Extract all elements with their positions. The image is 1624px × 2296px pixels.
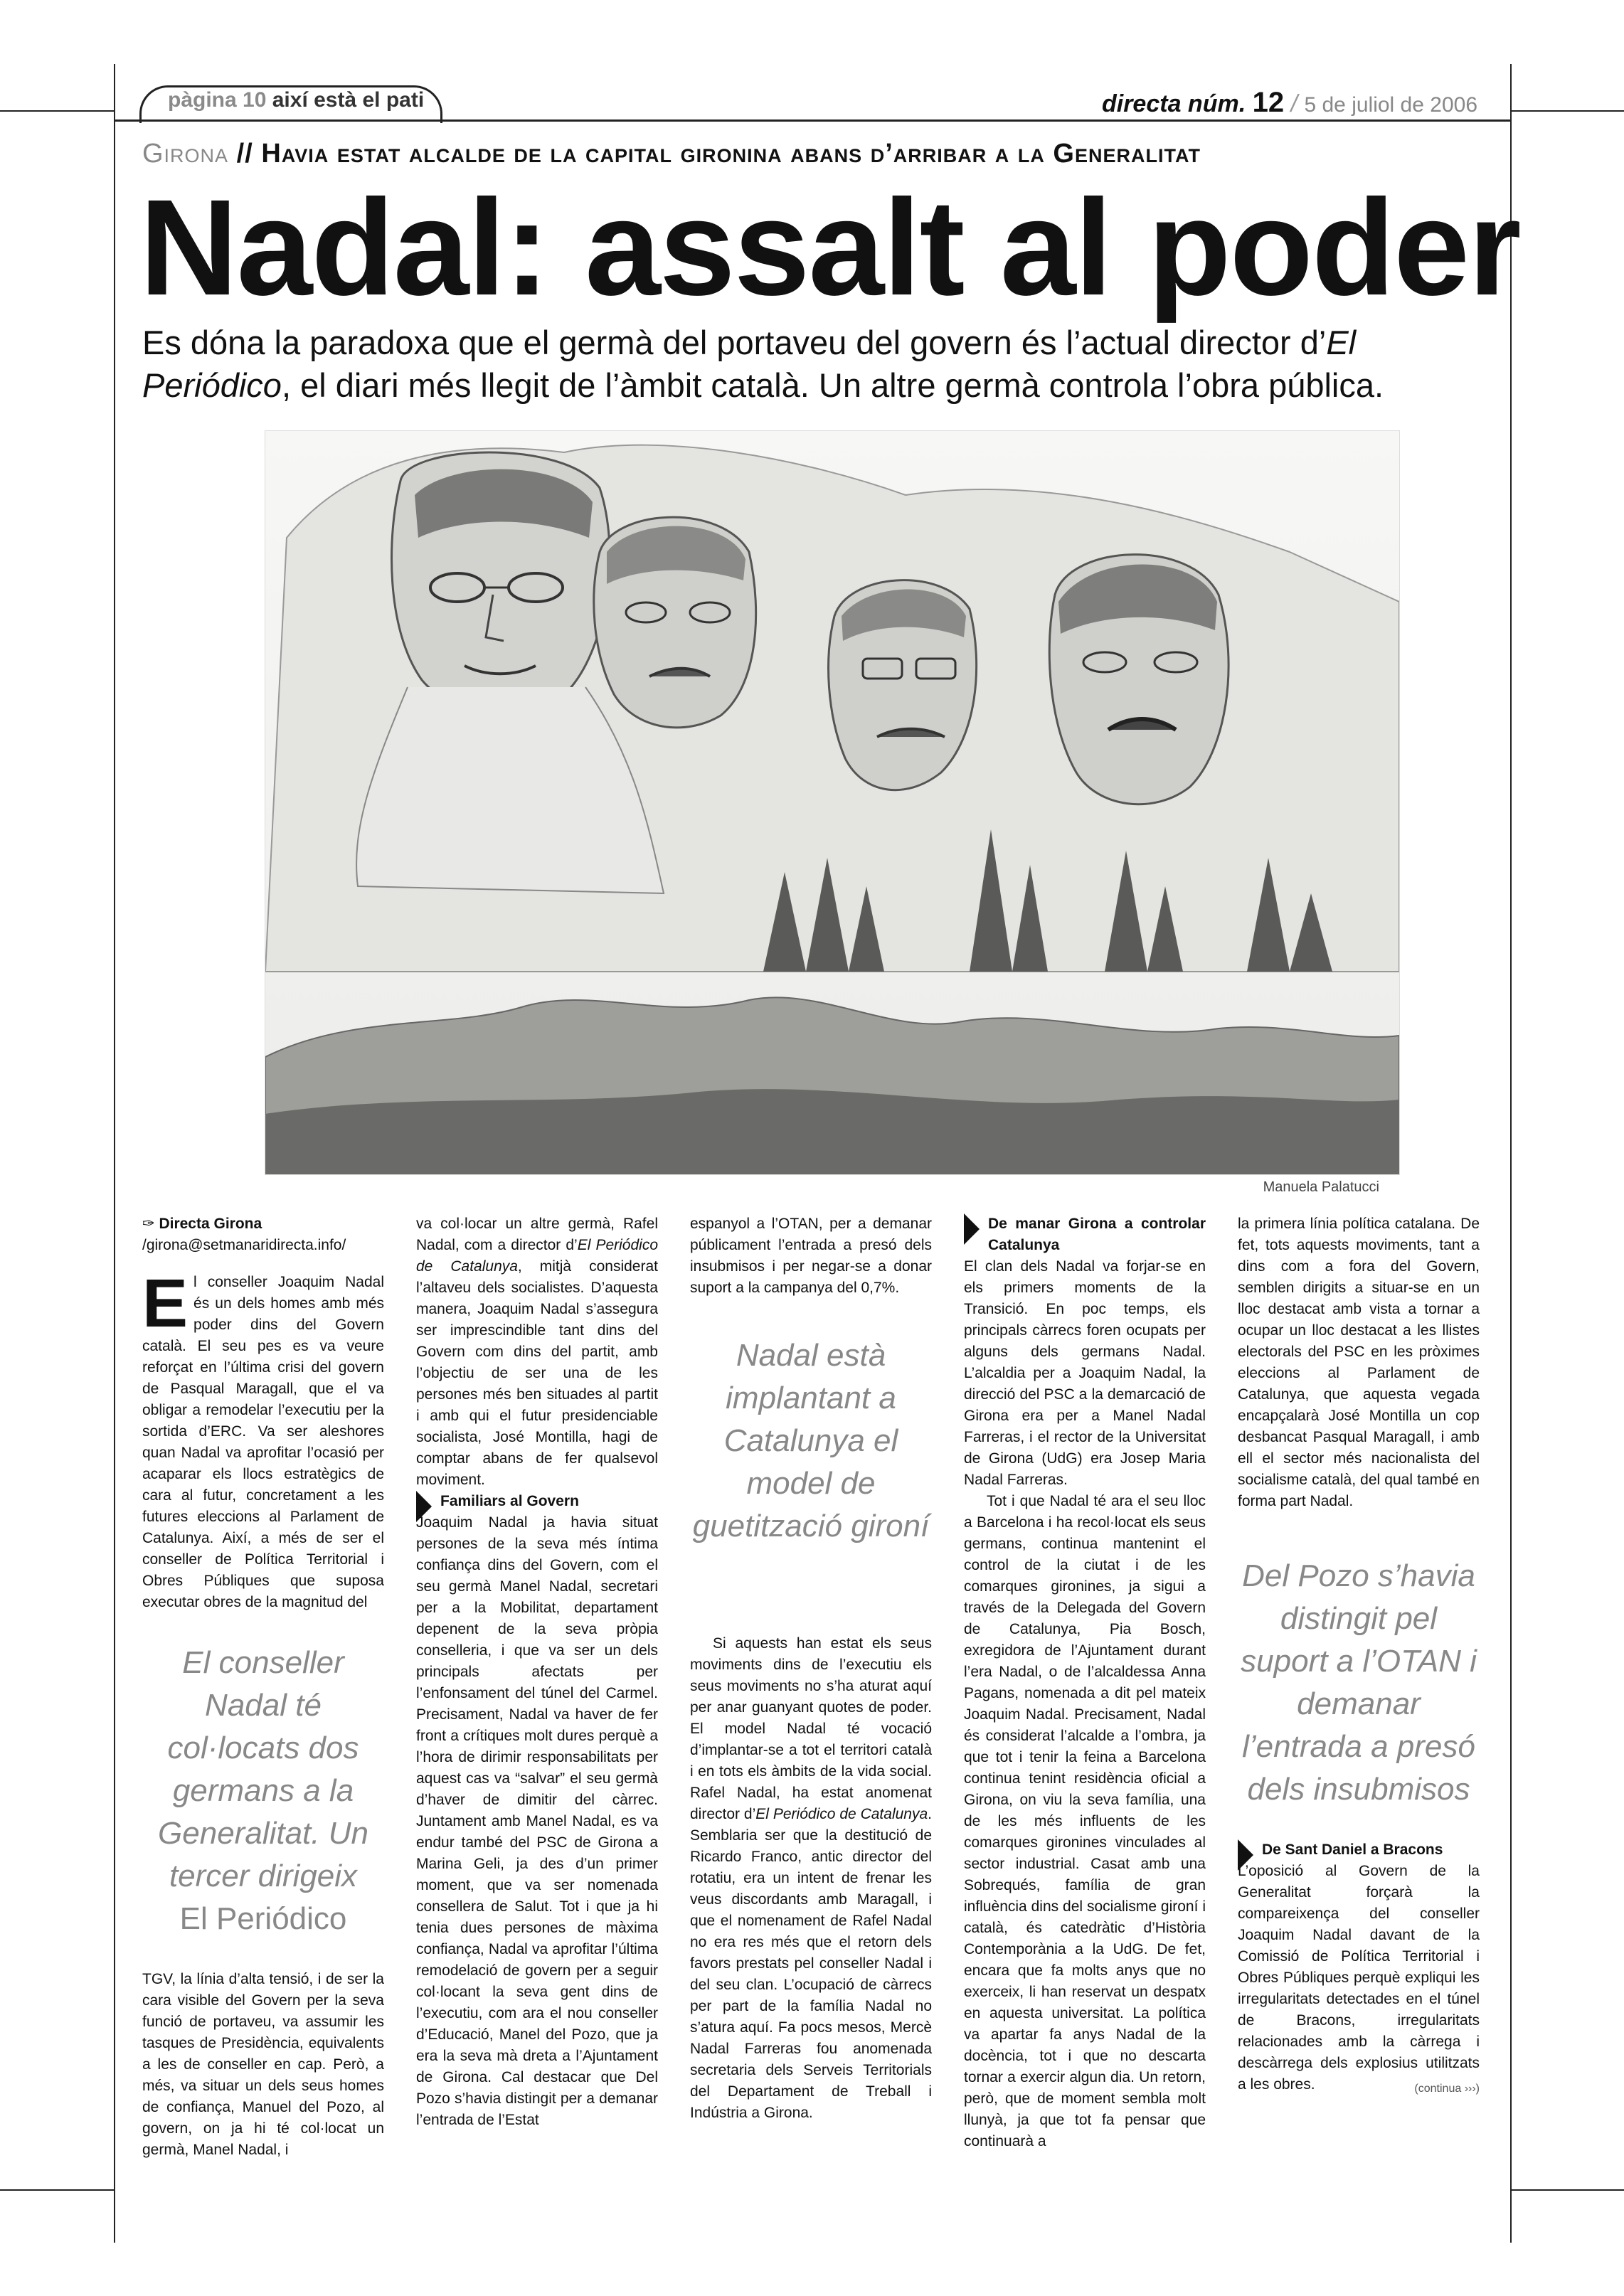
paragraph-italic: El Periódico de Catalunya [416, 1237, 658, 1275]
column-1 [142, 1213, 384, 2161]
paragraph-text: , mitjà considerat l’altaveu dels socialistes. D’aquesta manera, Joaquim Nadal s’assegura ser imprescindible tant dins del Govern com dins del partit, amb l’objectiu de ser una de les persones més ben situades al partit i amb qui el futur presidenciable socialista, José Montilla, hagi de comptar abans de fer qualsevol moviment. [416, 1258, 658, 1488]
section-name: així està el pati [272, 88, 425, 112]
page-frame-right [1510, 110, 1512, 2189]
pull-quote: Nadal està implantant a Catalunya el model de guetització gironí [692, 1338, 930, 1543]
pull-quote [142, 1642, 384, 1940]
triangle-bullet-icon [416, 1491, 432, 1522]
triangle-bullet-icon [1238, 1839, 1253, 1871]
paragraph: TGV, la línia d’alta tensió, i de ser la cara visible del Govern per la seva funció de portaveu, va assumir les tasques de Presidència, equivalents a les de conseller en cap. Però, a més, va situar un dels seus homes de confiança, Manuel del Pozo, al govern, on ja hi té col·locat un germà, Manel Nadal, i [142, 1971, 384, 2158]
crop-mark [114, 64, 115, 110]
paragraph [1238, 1861, 1480, 2095]
column-3 [690, 1213, 932, 2124]
page-number: pàgina 10 [168, 88, 267, 112]
paragraph [690, 1633, 932, 2124]
subheading [964, 1213, 1206, 1256]
subheading [1238, 1839, 1480, 1861]
paragraph-text: Si aquests han estat els seus moviments dins de l’executiu els seus moviments no s’ha aturat aquí per anar guanyant quotes de poder. El model Nadal té vocació d’implantar-se a tot el territori català i en tots els àmbits de la vida social. Rafel Nadal, ha estat anomenat director d’ [690, 1635, 932, 1822]
headline: Nadal: assalt al poder [139, 171, 1520, 324]
paragraph: Joaquim Nadal ja havia situat persones de la seva més íntima confiança dins del Govern, com el seu germà Manel Nadal, secretari per a la Mobilitat, departament depenent de la seva pròpia conselleria, i que va ser un dels principals afectats per l’enfonsament del túnel del Carmel. Precisament, Nadal va haver de fer front a crítiques molt dures perquè a l’hora de dirimir responsabilitats per aquest cas va “salvar” el seu germà d’haver de dimitir del càrrec. Juntament amb Manel Nadal, es va endur també del PSC de Girona a Marina Geli, ja des d’un primer moment, que va ser nomenada consellera de Salut. Tot i que ja hi tenia dues persones de màxima confiança, Nadal va aprofitar l’última remodelació de govern per a seguir col·locant la seva gent dins de l’executiu, com ara el nou conseller d’Educació, Manel del Pozo, que ja era la seva mà dreta a l’Ajuntament de Girona. Cal destacar que Del Pozo s’havia distingit per a demanar l’entrada de l’Estat [416, 1514, 658, 2128]
subheading-text: Familiars al Govern [440, 1493, 579, 1509]
pencil-drawing-mount-rushmore [265, 431, 1399, 1174]
crop-mark [0, 110, 114, 112]
paragraph [142, 1265, 384, 1613]
standfirst [142, 321, 1494, 407]
paragraph [416, 1213, 658, 1491]
crop-mark [0, 2189, 114, 2191]
kicker-slashes: // [236, 139, 253, 169]
paragraph: El clan dels Nadal va forjar-se en els primers moments de la Transició. En poc temps, els principals càrrecs foren ocupats per alguns dels germans Nadal. L’alcaldia per a Joaquim Nadal, la direcció del PSC a la demarcació de Girona era per a Manel Nadal Farreras, i el rector de la Universitat de Girona (UdG) era Josep Maria Nadal Farreras. [964, 1258, 1206, 1488]
dropcap: E [142, 1265, 189, 1341]
subheading-text: De Sant Daniel a Bracons [1262, 1841, 1443, 1858]
kicker-section: Girona [142, 139, 229, 169]
crop-mark [114, 2189, 115, 2243]
column-2 [416, 1213, 658, 2131]
subheading-text: De manar Girona a controlar Catalunya [988, 1216, 1206, 1253]
paragraph-text: . Semblaria ser que la destitució de Ricardo Franco, antic director del rotatiu, era un intent de frenar les veus discordants amb Maragall, i que el nomenament de Rafel Nadal no era res més que el retorn dels favors prestats pel conseller Nadal i del seu clan. L’ocupació de càrrecs per part de la família Nadal no s’atura aquí. Fa pocs mesos, Mercè Nadal Farreras fou anomenada secretaria dels Serveis Territorials del Departament de Treball i Indústria a Girona. [690, 1806, 932, 2121]
byline-email: /girona@setmanaridirecta.info/ [142, 1237, 346, 1253]
header-left [168, 88, 424, 112]
continued-marker: (continua ›››) [1414, 2083, 1480, 2095]
standfirst-part1: Es dóna la paradoxa que el germà del portaveu del govern és l’actual director d’ [142, 324, 1327, 361]
publication-name: directa núm. [1101, 90, 1246, 117]
illustration [265, 430, 1400, 1175]
kicker [142, 139, 1201, 169]
header-separator: / [1290, 90, 1298, 117]
illustration-credit: Manuela Palatucci [1263, 1179, 1379, 1195]
paragraph: espanyol a l’OTAN, per a demanar públicament l’entrada a presó dels insubmisos i per negar-se a donar suport a la campanya del 0,7%. [690, 1216, 932, 1296]
paragraph-text: l conseller Joaquim Nadal és un dels homes amb més poder dins del Govern català. El seu pes es va veure reforçat en l’última crisi del govern de Pasqual Maragall, que el va obligar a remodelar l’executiu per la sortida d’ERC. Va ser aleshores quan Nadal va aprofitar l’ocasió per acaparar els llocs estratègics de cara al futur, concretament a les futures eleccions al Parlament de Catalunya. Així, a més de ser el conseller de Política Territorial i Obres Públiques que suposa executar obres de la magnitud del [142, 1274, 384, 1610]
triangle-bullet-icon [964, 1213, 980, 1245]
standfirst-italic: El Periódico [142, 324, 1357, 404]
kicker-text: Havia estat alcalde de la capital gironina abans d’arribar a la Generalitat [261, 139, 1201, 169]
column-4 [964, 1213, 1206, 2152]
paragraph: la primera línia política catalana. De fet, tots aquests moviments, tant a dins com a fora del Govern, semblen dirigits a situar-se en un lloc destacat amb vista a tornar a ocupar un lloc destacat a les llistes electorals del PSC en les pròximes eleccions al Parlament de Catalunya, que aquesta vegada encapçalarà José Montilla un cop desbancat Pasqual Maragall, i amb ell el sector més nacionalista del socialisme català, del qual també en forma part Nadal. [1238, 1216, 1480, 1509]
pull-quote: Del Pozo s’havia distingit pel suport a l’OTAN i demanar l’entrada a presó dels insubmisos [1241, 1558, 1477, 1807]
standfirst-part2: , el diari més llegit de l’àmbit català. Un altre germà controla l’obra pública. [281, 366, 1384, 404]
byline-author: Directa Girona [159, 1216, 262, 1232]
paragraph: Tot i que Nadal té ara el seu lloc a Barcelona i ha recol·locat els seus germans, continua mantenint el control de la ciutat i de les comarques gironines, ja sigui a través de la Delegada del Govern de Catalunya, Pia Bosch, exregidora de l’Ajuntament durant l’era Nadal, o de l’alcaldessa Anna Pagans, nomenada a dit pel mateix Joaquim Nadal. Precisament, Nadal és considerat l’alcalde a l’ombra, ja que tot i tenir la feina a Barcelona continua tenint residència oficial a Girona, on viu la seva família, una de les més influents de les comarques gironines vinculades al sector industrial. Casat amb una Sobrequés, família de gran influència dins del socialisme gironí i català, és catedràtic d’Història Contemporània a la UdG. De fet, encara que fa molts anys que no exerceix, li han reservat un despatx en aquesta universitat. La política va apartar fa anys Nadal de la docència, tot i que no descarta tornar a exercir algun dia. Un retorn, però, que de moment sembla molt llunyà, ja que tot fa pensar que continuarà a [964, 1493, 1206, 2149]
column-5 [1238, 1213, 1480, 2100]
face-2 [594, 517, 756, 728]
header-rule [114, 119, 1512, 122]
subheading [416, 1491, 658, 1512]
header-right [1102, 87, 1477, 119]
pen-icon: ✑ [142, 1216, 155, 1232]
issue-date: 5 de juliol de 2006 [1304, 93, 1477, 117]
pull-quote-upright: El Periódico [179, 1901, 347, 1936]
paragraph-text: L’oposició al Govern de la Generalitat forçarà la compareixença del conseller Joaquim Nadal davant de la Comissió de Política Territorial i Obres Públiques perquè expliqui les irregularitats detectades en el túnel de Bracons, irregularitats relacionades amb la càrrega i descàrrega dels explosius utilitzats a les obres. [1238, 1863, 1480, 2093]
page-frame-left [114, 110, 115, 2189]
crop-mark [1510, 2189, 1512, 2243]
byline [142, 1213, 384, 1235]
paragraph-text: va col·locar un altre germà, Rafel Nadal, com a director d’ [416, 1216, 658, 1253]
pull-quote-text: El conseller Nadal té col·locats dos germans a la Generalitat. Un tercer dirigeix [158, 1645, 368, 1893]
crop-mark [1510, 64, 1512, 110]
issue-number: 12 [1252, 87, 1285, 118]
crop-mark [1510, 110, 1624, 112]
crop-mark [1510, 2189, 1624, 2191]
face-4 [1049, 555, 1228, 804]
paragraph-italic: El Periódico de Catalunya [755, 1806, 928, 1822]
